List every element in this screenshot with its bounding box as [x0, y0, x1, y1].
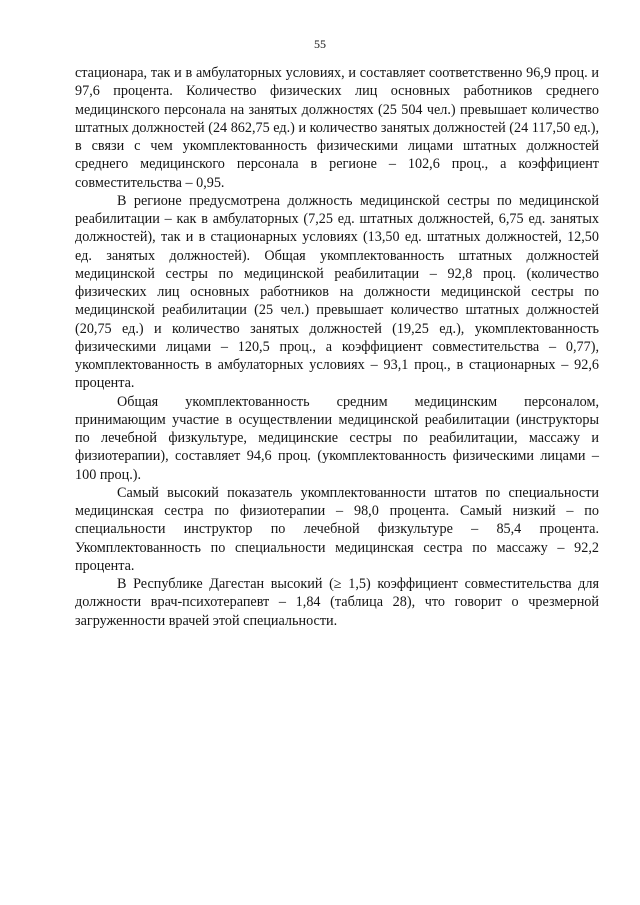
paragraph-overall-staffing: Общая укомплектованность средним медицинским персоналом, принимающим участие в осуществлении медицинской реабилитации (инструкторы по лечебной физкультуре, медицинские сестры по реабилитации, массажу и физиотерапии), составляет 94,6 проц. (укомплектованность физическими лицами – 100 проц.).: [75, 393, 599, 483]
paragraph-rehabilitation-nurse: В регионе предусмотрена должность медицинской сестры по медицинской реабилитации – как в амбулаторных (7,25 ед. штатных должностей, 6,75 ед. занятых должностей), так и в стационарных условиях (13,50 ед. штатных должностей, 12,50 ед. занятых должностей). Общая укомплектованность штатных должностей медицинской сестры по медицинской реабилитации – 92,8 проц. (количество физических лиц основных работников на должности медицинской сестры по медицинской реабилитации (25 чел.) превышает количество штатных должностей (20,75 ед.) и количество занятых должностей (19,25 ед.), укомплектованность физическими лицами – 120,5 проц., а коэффициент совместительства – 0,77), укомплектованность в амбулаторных условиях – 93,1 проц., в стационарных – 92,6 процента.: [75, 192, 599, 392]
paragraph-continuation: стационара, так и в амбулаторных условиях, и составляет соответственно 96,9 проц. и 97,6 процента. Количество физических лиц основных работников среднего медицинского персонала на занятых должностях (25 504 чел.) превышает количество штатных должностей (24 862,75 ед.) и количество занятых должностей (24 117,50 ед.), в связи с чем укомплектованность физическими лицами штатных должностей среднего медицинского персонала в регионе – 102,6 проц., а коэффициент совместительства – 0,95.: [75, 65, 599, 191]
document-body: [75, 64, 599, 630]
paragraph-highest-lowest: Самый высокий показатель укомплектованности штатов по специальности медицинская сестра по физиотерапии – 98,0 процента. Самый низкий – по специальности инструктор по лечебной физкультуре – 85,4 процента. Укомплектованность по специальности медицинская сестра по массажу – 92,2 процента.: [75, 484, 599, 574]
page-number: 55: [314, 37, 326, 51]
paragraph-dagestan: В Республике Дагестан высокий (≥ 1,5) коэффициент совместительства для должности врач-психотерапевт – 1,84 (таблица 28), что говорит о чрезмерной загруженности врачей этой специальности.: [75, 576, 599, 629]
